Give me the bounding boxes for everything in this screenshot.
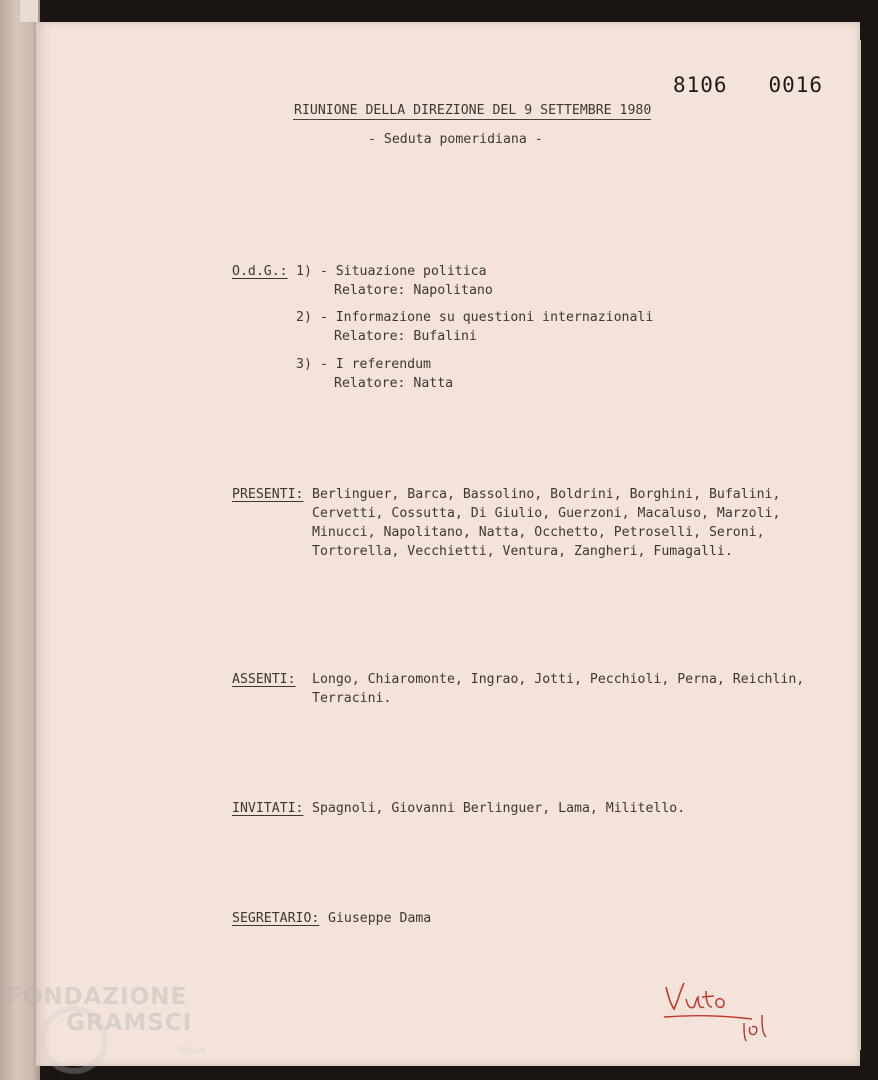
page-edge — [858, 40, 861, 1050]
odg-label: O.d.G.: — [232, 264, 288, 279]
invitati-label: INVITATI: — [232, 801, 304, 816]
document-subtitle: - Seduta pomeridiana - — [368, 132, 543, 147]
invitati-line: Spagnoli, Giovanni Berlinguer, Lama, Militello. — [312, 801, 686, 816]
odg-item-3: 3) - I referendum — [296, 357, 431, 372]
presenti-label: PRESENTI: — [232, 487, 304, 502]
handwritten-visto-signature — [660, 975, 790, 1045]
segretario-value: Giuseppe Dama — [328, 911, 432, 926]
odg-item-2-relatore: Relatore: Bufalini — [334, 329, 477, 344]
archive-stamp-number: 8106 0016 — [673, 73, 824, 97]
title-underline — [293, 119, 651, 120]
assenti-line: Longo, Chiaromonte, Ingrao, Jotti, Pecchioli, Perna, Reichlin, — [312, 672, 805, 687]
watermark-onlus: onlus — [178, 1045, 205, 1056]
odg-item-1-relatore: Relatore: Napolitano — [334, 283, 493, 298]
segretario-label: SEGRETARIO: — [232, 911, 320, 926]
presenti-line: Tortorella, Vecchietti, Ventura, Zangheri, Fumagalli. — [312, 544, 733, 559]
odg-item-1: 1) - Situazione politica — [296, 264, 487, 279]
binder-spine — [0, 0, 40, 1080]
presenti-line: Minucci, Napolitano, Natta, Occhetto, Petroselli, Seroni, — [312, 525, 765, 540]
assenti-line: Terracini. — [312, 691, 392, 706]
binder-spine-top — [20, 0, 38, 22]
odg-item-2: 2) - Informazione su questioni internazionali — [296, 310, 654, 325]
odg-item-3-relatore: Relatore: Natta — [334, 376, 454, 391]
presenti-line: Berlinguer, Barca, Bassolino, Boldrini, Borghini, Bufalini, — [312, 487, 781, 502]
document-title: RIUNIONE DELLA DIREZIONE DEL 9 SETTEMBRE 1980 — [294, 103, 652, 118]
assenti-label: ASSENTI: — [232, 672, 296, 687]
watermark-fondazione-gramsci: FONDAZIONE GRAMSCI — [6, 984, 193, 1036]
presenti-line: Cervetti, Cossutta, Di Giulio, Guerzoni, Macaluso, Marzoli, — [312, 506, 781, 521]
